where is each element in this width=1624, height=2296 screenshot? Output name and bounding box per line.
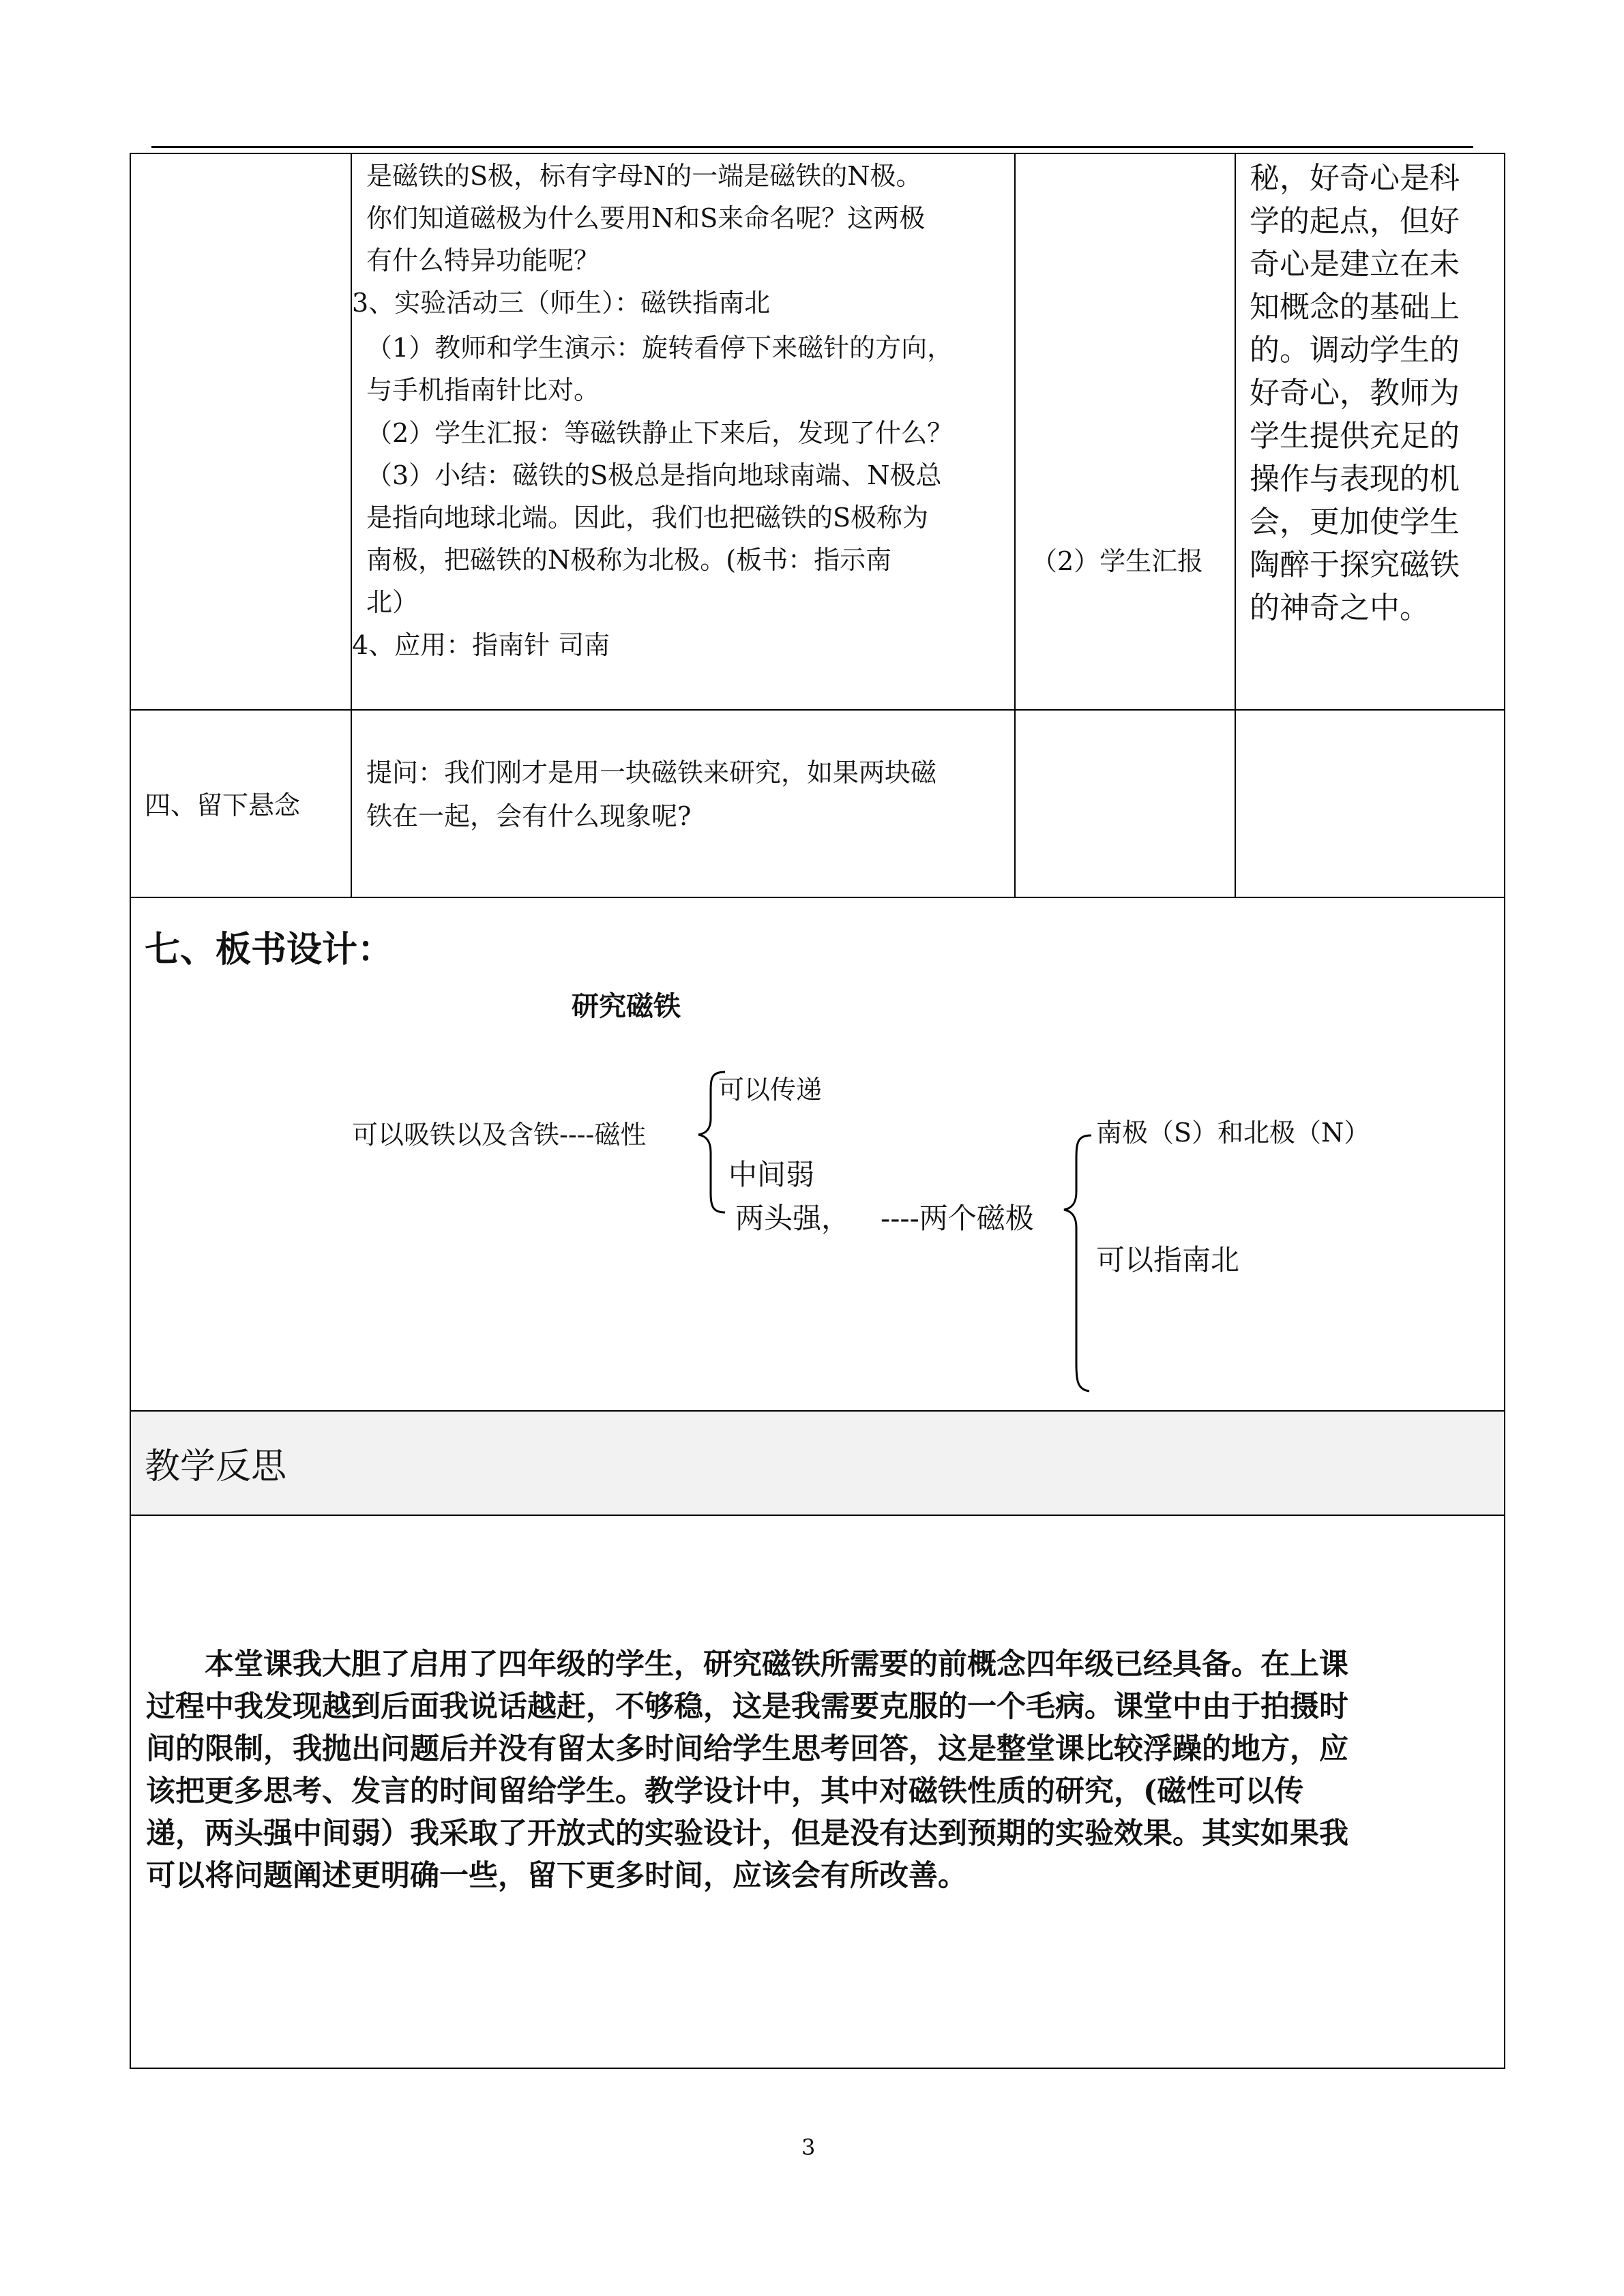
process-line: （3）小结：磁铁的S极总是指向地球南端、N极总 <box>366 460 942 490</box>
page-number: 3 <box>801 2134 816 2160</box>
reflection-line: 本堂课我大胆了启用了四年级的学生，研究磁铁所需要的前概念四年级已经具备。在上课 <box>146 1648 1348 1682</box>
intent-line: 奇心是建立在未 <box>1250 247 1460 282</box>
reflection-line: 过程中我发现越到后面我说话越赶，不够稳，这是我需要克服的一个毛病。课堂中由于拍摄时 <box>146 1690 1348 1724</box>
board-top-branch: 可以传递 <box>718 1075 823 1105</box>
process-line: 3、实验活动三（师生）：磁铁指南北 <box>352 288 771 318</box>
process-line: 与手机指南针比对。 <box>366 375 600 405</box>
student-activity: （2）学生汇报 <box>1031 546 1204 576</box>
intent-line: 学的起点，但好 <box>1250 204 1460 239</box>
right-brace <box>1064 1135 1091 1391</box>
process-line: 有什么特异功能呢？ <box>366 245 600 275</box>
reflection-line: 该把更多思考、发言的时间留给学生。教学设计中，其中对磁铁性质的研究，(磁性可以传 <box>146 1774 1304 1808</box>
reflection-line: 可以将问题阐述更明确一些，留下更多时间，应该会有所改善。 <box>146 1859 967 1893</box>
process-line: 南极，把磁铁的N极称为北极。(板书：指示南 <box>366 545 892 575</box>
reflection-line: 递，两头强中间弱）我采取了开放式的实验设计，但是没有达到预期的实验效果。其实如果我 <box>146 1817 1348 1851</box>
suspense-line: 铁在一起，会有什么现象呢? <box>366 801 692 831</box>
board-right2: 可以指南北 <box>1096 1243 1240 1277</box>
intent-line: 的神奇之中。 <box>1250 591 1430 625</box>
process-line: （1）教师和学生演示：旋转看停下来磁针的方向， <box>366 333 954 363</box>
board-right1: 南极（S）和北极（N） <box>1096 1118 1370 1148</box>
board-left-text: 可以吸铁以及含铁----磁性 <box>352 1120 647 1150</box>
process-line: 4、应用：指南针 司南 <box>352 630 610 660</box>
process-line: （2）学生汇报：等磁铁静止下来后，发现了什么？ <box>366 418 954 448</box>
intent-line: 的。调动学生的 <box>1250 333 1460 368</box>
process-line: 是磁铁的S极，标有字母N的一端是磁铁的N极。 <box>366 161 922 191</box>
board-mid2: 两头强， <box>735 1202 851 1235</box>
reflection-body <box>146 1643 1490 1897</box>
intent-line: 知概念的基础上 <box>1250 290 1460 325</box>
intent-line: 好奇心，教师为 <box>1250 376 1460 411</box>
intent-line: 会，更加使学生 <box>1250 505 1460 539</box>
reflection-heading: 教学反思 <box>145 1446 287 1487</box>
intent-line: 陶醉于探究磁铁 <box>1250 548 1460 582</box>
board-poles: ----两个磁极 <box>881 1202 1034 1235</box>
intent-line: 秘，好奇心是科 <box>1250 161 1460 196</box>
reflection-line: 间的限制，我抛出问题后并没有留太多时间给学生思考回答，这是整堂课比较浮躁的地方，应 <box>146 1732 1348 1766</box>
process-line: 你们知道磁极为什么要用N和S来命名呢？这两极 <box>366 203 926 233</box>
board-title: 研究磁铁 <box>572 991 681 1022</box>
board-heading: 七、板书设计： <box>145 929 394 970</box>
suspense-line: 提问：我们刚才是用一块磁铁来研究，如果两块磁 <box>366 758 937 788</box>
process-line: 是指向地球北端。因此，我们也把磁铁的S极称为 <box>366 503 929 533</box>
process-line: 北） <box>366 587 419 617</box>
suspense-stage: 四、留下悬念 <box>145 790 301 820</box>
board-mid1: 中间弱 <box>728 1158 815 1191</box>
intent-line: 学生提供充足的 <box>1250 419 1460 453</box>
intent-line: 操作与表现的机 <box>1250 462 1460 496</box>
left-brace <box>698 1072 725 1212</box>
